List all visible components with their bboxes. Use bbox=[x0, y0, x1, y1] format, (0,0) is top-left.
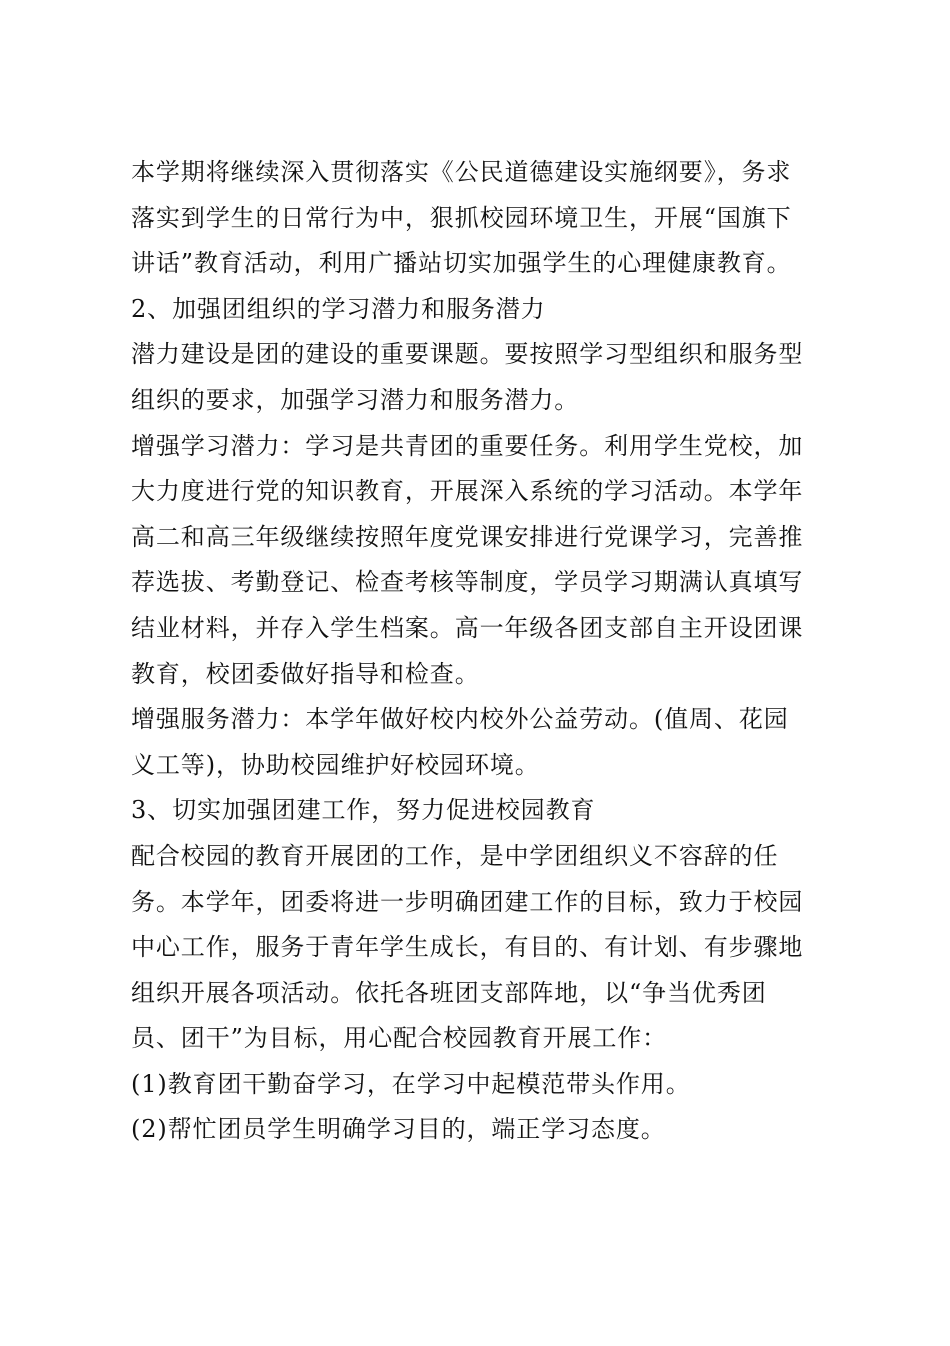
document-body bbox=[131, 150, 831, 1153]
section-heading-3: 3、切实加强团建工作，努力促进校园教育 bbox=[131, 796, 596, 825]
text-line: 高二和高三年级继续按照年度党课安排进行党课学习，完善推 bbox=[131, 522, 804, 551]
text-line: 员、团干”为目标，用心配合校园教育开展工作： bbox=[131, 1024, 668, 1053]
text-line: 增强学习潜力：学习是共青团的重要任务。利用学生党校，加 bbox=[131, 431, 804, 460]
text-line: 增强服务潜力：本学年做好校内校外公益劳动。(值周、花园 bbox=[131, 705, 789, 734]
text-line: 本学期将继续深入贯彻落实《公民道德建设实施纲要》，务求 bbox=[131, 158, 792, 186]
text-line: 大力度进行党的知识教育，开展深入系统的学习活动。本学年 bbox=[131, 477, 804, 506]
list-item: (2)帮忙团员学生明确学习目的，端正学习态度。 bbox=[131, 1115, 666, 1144]
section-heading-2: 2、加强团组织的学习潜力和服务潜力 bbox=[131, 294, 546, 323]
text-line: 结业材料，并存入学生档案。高一年级各团支部自主开设团课 bbox=[131, 613, 804, 642]
text-line: 组织的要求，加强学习潜力和服务潜力。 bbox=[131, 385, 580, 414]
text-line: 组织开展各项活动。依托各班团支部阵地，以“争当优秀团 bbox=[131, 978, 767, 1007]
text-line: 义工等)，协助校园维护好校园环境。 bbox=[131, 750, 540, 779]
text-line: 讲话”教育活动，利用广播站切实加强学生的心理健康教育。 bbox=[131, 249, 792, 278]
text-line: 配合校园的教育开展团的工作，是中学团组织义不容辞的任 bbox=[131, 841, 779, 870]
text-line: 中心工作，服务于青年学生成长，有目的、有计划、有步骤地 bbox=[131, 933, 804, 962]
text-line: 务。本学年，团委将进一步明确团建工作的目标，致力于校园 bbox=[131, 887, 804, 916]
text-line: 荐选拔、考勤登记、检查考核等制度，学员学习期满认真填写 bbox=[131, 568, 804, 597]
text-line: 潜力建设是团的建设的重要课题。要按照学习型组织和服务型 bbox=[131, 340, 804, 369]
text-line: 教育，校团委做好指导和检查。 bbox=[131, 659, 480, 688]
list-item: (1)教育团干勤奋学习，在学习中起模范带头作用。 bbox=[131, 1069, 691, 1098]
text-line: 落实到学生的日常行为中，狠抓校园环境卫生，开展“国旗下 bbox=[131, 203, 792, 232]
